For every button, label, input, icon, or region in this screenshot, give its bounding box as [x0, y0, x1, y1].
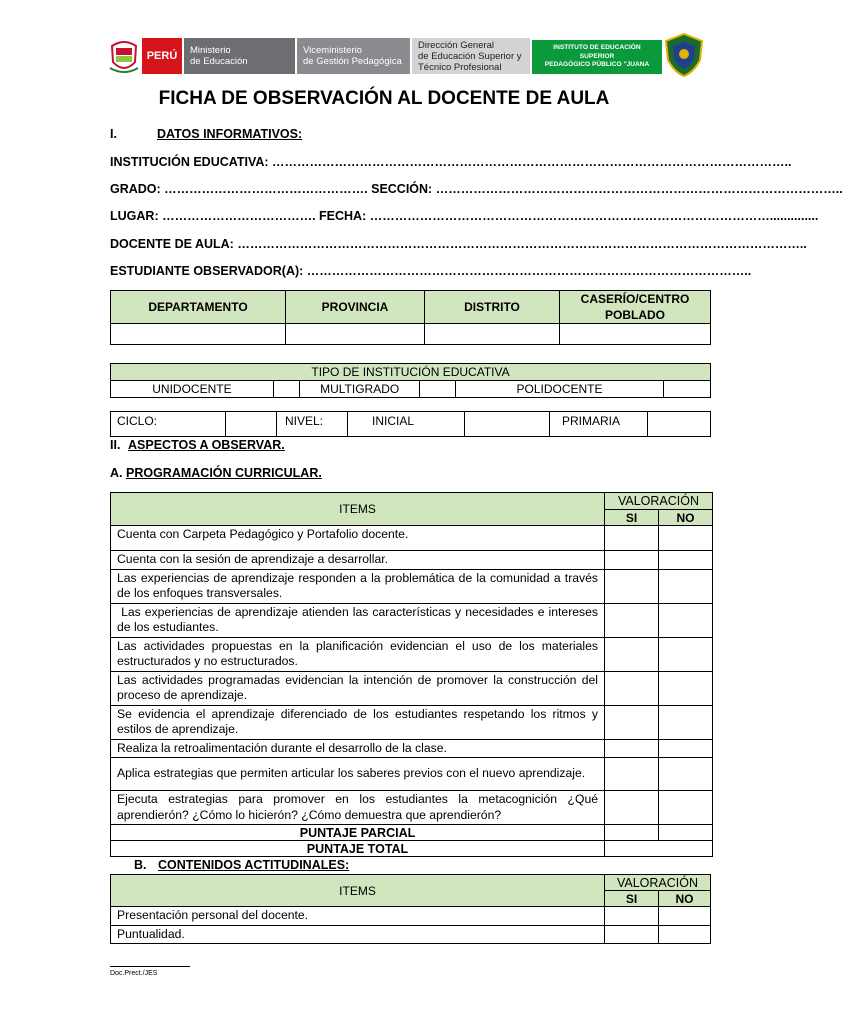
page-title: FICHA DE OBSERVACIÓN AL DOCENTE DE AULA: [158, 88, 610, 109]
item-b-1-si[interactable]: [605, 907, 659, 926]
valoracion-b-header: VALORACIÓN: [605, 875, 711, 891]
multigrado-check[interactable]: [419, 381, 455, 398]
si-header: SI: [605, 510, 659, 526]
no-header: NO: [659, 510, 713, 526]
section-a-number: A.: [110, 466, 123, 480]
item-2-no[interactable]: [659, 551, 713, 570]
instituto-box: [532, 40, 662, 74]
header-caserio: CASERÍO/CENTRO POBLADO: [560, 291, 711, 324]
item-10-si[interactable]: [605, 791, 659, 825]
item-7-no[interactable]: [659, 705, 713, 739]
multigrado-label: MULTIGRADO: [300, 381, 419, 398]
peru-label: PERÚ: [142, 38, 182, 74]
item-4-si[interactable]: [605, 603, 659, 637]
ciclo-nivel-table: [110, 411, 711, 437]
tipo-title: TIPO DE INSTITUCIÓN EDUCATIVA: [111, 364, 711, 381]
docente-field: DOCENTE DE AULA: ………………………………………………………………………………………………………………………..: [110, 237, 807, 251]
puntaje-parcial-no[interactable]: [659, 825, 713, 841]
direccion-box: [412, 38, 530, 74]
section-1-number: I.: [110, 127, 117, 141]
section-1-label: DATOS INFORMATIVOS:: [157, 127, 303, 141]
ciclo-cell[interactable]: [226, 412, 277, 437]
item-1: Cuenta con Carpeta Pedagógico y Portafolio docente.: [111, 526, 605, 551]
item-5-si[interactable]: [605, 637, 659, 671]
item-7: Se evidencia el aprendizaje diferenciado de los estudiantes respetando los ritmos y estilos de aprendizaje.: [111, 705, 605, 739]
item-1-no[interactable]: [659, 526, 713, 551]
polidocente-label: POLIDOCENTE: [456, 381, 663, 398]
item-1-si[interactable]: [605, 526, 659, 551]
item-b-2: Puntualidad.: [111, 925, 605, 944]
item-2: Cuenta con la sesión de aprendizaje a desarrollar.: [111, 551, 605, 570]
item-3: Las experiencias de aprendizaje responden a la problemática de la comunidad a través de los enfoques transversales.: [111, 569, 605, 603]
peru-coat-of-arms-icon: [108, 38, 140, 76]
section-2-label: ASPECTOS A OBSERVAR.: [128, 438, 285, 452]
institute-shield-icon: [664, 32, 704, 78]
distrito-cell[interactable]: [425, 324, 560, 345]
item-3-no[interactable]: [659, 569, 713, 603]
section-2-number: II.: [110, 438, 121, 452]
primaria-check[interactable]: [648, 412, 711, 437]
dir-line2: de Educación Superior y: [418, 50, 522, 62]
inicial-check[interactable]: [465, 412, 550, 437]
valoracion-header: VALORACIÓN: [605, 493, 713, 510]
location-table: [110, 290, 711, 345]
ciclo-label: CICLO:: [111, 412, 226, 437]
primaria-label: PRIMARIA: [550, 412, 648, 437]
puntaje-parcial-si[interactable]: [605, 825, 659, 841]
inst-line1: INSTITUTO DE EDUCACIÓN: [553, 44, 641, 52]
item-6-si[interactable]: [605, 671, 659, 705]
item-6: Las actividades programadas evidencian la intención de promover la construcción del proceso de aprendizaje.: [111, 671, 605, 705]
unidocente-label: UNIDOCENTE: [111, 381, 274, 398]
item-4: Las experiencias de aprendizaje atienden las características y necesidades e intereses de los estudiantes.: [111, 603, 605, 637]
item-4-no[interactable]: [659, 603, 713, 637]
institucion-field: INSTITUCIÓN EDUCATIVA: ……………………………………………………………………………………………………………..: [110, 155, 792, 169]
inicial-label: INICIAL: [348, 412, 465, 437]
inst-line3: PEDAGÓGICO PÚBLICO "JUANA: [544, 61, 650, 69]
item-9-si[interactable]: [605, 758, 659, 791]
item-b-2-no[interactable]: [659, 925, 711, 944]
item-9-no[interactable]: [659, 758, 713, 791]
header-distrito: DISTRITO: [425, 291, 560, 324]
provincia-cell[interactable]: [286, 324, 425, 345]
programacion-table: [110, 492, 713, 857]
items-header: ITEMS: [111, 493, 605, 526]
polidocente-check[interactable]: [663, 381, 710, 398]
footer-reference: Doc.Prect./JES: [110, 970, 158, 977]
header-provincia: PROVINCIA: [286, 291, 425, 324]
section-b-label: CONTENIDOS ACTITUDINALES:: [158, 858, 350, 872]
tipo-institucion-table: [110, 363, 711, 398]
no-b-header: NO: [659, 891, 711, 907]
inst-line2: SUPERIOR: [579, 52, 615, 60]
item-7-si[interactable]: [605, 705, 659, 739]
item-b-1-no[interactable]: [659, 907, 711, 926]
actitudinales-table: [110, 874, 711, 944]
grado-seccion-field: GRADO: …………………………………………. SECCIÓN: ……………………………………………………………………………………..: [110, 182, 843, 196]
item-10: Ejecuta estrategias para promover en los estudiantes la metacognición ¿Qué aprendierón? ¿Cómo lo hicierón? ¿Cómo demuestra que aprendierón?: [111, 791, 605, 825]
footer-rule: [110, 966, 190, 967]
item-8: Realiza la retroalimentación durante el desarrollo de la clase.: [111, 739, 605, 758]
si-b-header: SI: [605, 891, 659, 907]
item-5: Las actividades propuestas en la planificación evidencian el uso de los materiales estructurados y no estructurados.: [111, 637, 605, 671]
item-3-si[interactable]: [605, 569, 659, 603]
lugar-fecha-field: LUGAR: ………………………………. FECHA: ……………………………………………………………………………………..............: [110, 209, 819, 223]
header-departamento: DEPARTAMENTO: [111, 291, 286, 324]
vice-line1: Viceministerio: [303, 45, 362, 56]
unidocente-check[interactable]: [273, 381, 300, 398]
ministerio-line1: Ministerio: [190, 45, 231, 56]
item-b-1: Presentación personal del docente.: [111, 907, 605, 926]
section-a-label: PROGRAMACIÓN CURRICULAR.: [126, 466, 322, 480]
dir-line1: Dirección General: [418, 39, 495, 51]
puntaje-total-value[interactable]: [605, 841, 713, 857]
puntaje-parcial-label: PUNTAJE PARCIAL: [111, 825, 605, 841]
viceministerio-box: [297, 38, 410, 74]
item-9: Aplica estrategias que permiten articular los saberes previos con el nuevo aprendizaje.: [111, 758, 605, 791]
item-10-no[interactable]: [659, 791, 713, 825]
item-2-si[interactable]: [605, 551, 659, 570]
estudiante-field: ESTUDIANTE OBSERVADOR(A): ……………………………………………………………………………………………..: [110, 264, 752, 278]
ministerio-box: [184, 38, 295, 74]
dir-line3: Técnico Profesional: [418, 61, 502, 73]
puntaje-total-label: PUNTAJE TOTAL: [111, 841, 605, 857]
item-6-no[interactable]: [659, 671, 713, 705]
vice-line2: de Gestión Pedagógica: [303, 56, 402, 67]
departamento-cell[interactable]: [111, 324, 286, 345]
nivel-label: NIVEL:: [277, 412, 348, 437]
item-8-si[interactable]: [605, 739, 659, 758]
item-b-2-si[interactable]: [605, 925, 659, 944]
caserio-cell[interactable]: [560, 324, 711, 345]
ministerio-line2: de Educación: [190, 56, 248, 67]
item-8-no[interactable]: [659, 739, 713, 758]
items-b-header: ITEMS: [111, 875, 605, 907]
item-5-no[interactable]: [659, 637, 713, 671]
section-b-number: B.: [134, 858, 147, 872]
